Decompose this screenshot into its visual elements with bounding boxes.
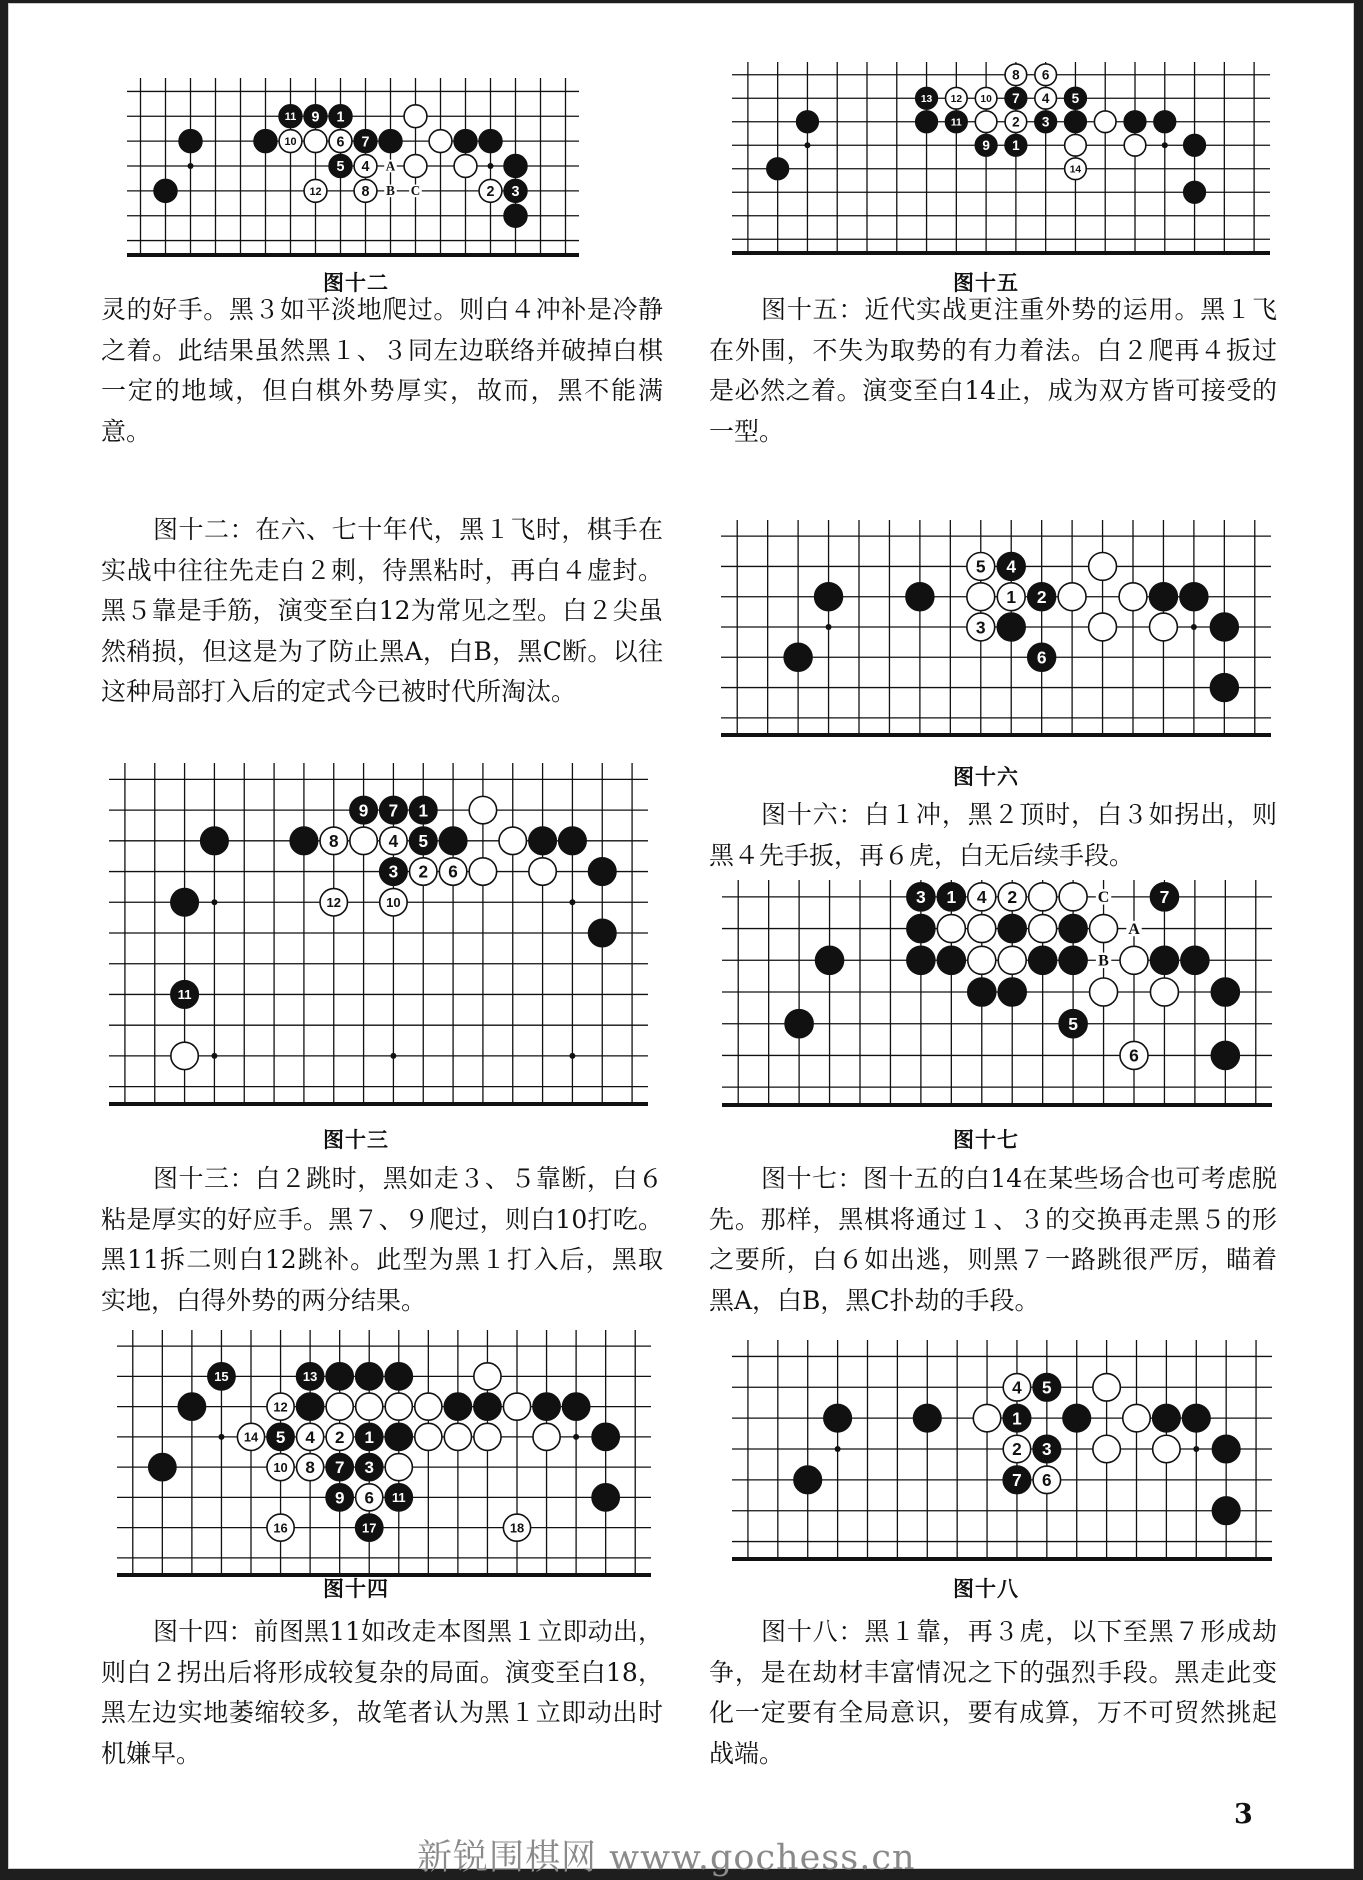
move-number: 3 [975, 617, 986, 638]
board-diagram-15 [732, 62, 1270, 256]
board-label: A [385, 158, 396, 174]
move-number: 7 [388, 800, 399, 821]
paragraph: 图十二：在六、七十年代，黑１飞时，棋手在实战中往往先走白２刺，待黑粘时，再白４虚封。黑５靠是手筋，演变至白12为常见之型。白２尖虽然稍损，但这是为了防止黑A，白B，黑C断。以往这种局部打入后的定式今已被时代所淘汰。 [101, 515, 663, 706]
white-stone [1090, 978, 1118, 1006]
white-stone [385, 1454, 412, 1481]
white-stone [1029, 883, 1057, 911]
black-stone [1153, 1404, 1180, 1431]
white-stone [469, 858, 496, 885]
black-stone [385, 1363, 412, 1390]
white-stone [1058, 583, 1086, 611]
move-number: 15 [214, 1369, 229, 1385]
board-diagram-18 [732, 1340, 1272, 1562]
board-label: B [386, 183, 395, 199]
caption-diagram-17: 图十七 [953, 1128, 1019, 1152]
move-number: 4 [305, 1427, 315, 1447]
move-number: 4 [1041, 91, 1050, 107]
paragraph: 图十五：近代实战更注重外势的运用。黑１飞在外围，不失为取势的有力着法。白２爬再４扳过是必然之着。演变至白14止，成为双方皆可接受的一型。 [709, 295, 1277, 446]
move-number: 1 [946, 887, 957, 908]
black-stone [529, 827, 556, 854]
black-stone [998, 978, 1026, 1006]
white-stone [356, 1393, 383, 1420]
white-stone [1123, 1404, 1150, 1431]
move-number: 6 [448, 861, 458, 882]
move-number: 7 [1012, 91, 1020, 107]
star-point [573, 1434, 579, 1440]
move-number: 10 [273, 1459, 288, 1475]
white-stone [1093, 1435, 1120, 1462]
black-stone [290, 827, 317, 854]
white-stone [454, 155, 477, 178]
black-stone [1212, 1435, 1239, 1462]
white-stone [474, 1423, 501, 1450]
black-stone [454, 130, 477, 153]
black-stone [1212, 1497, 1239, 1524]
black-stone [1211, 1041, 1239, 1069]
move-number: 7 [334, 1458, 345, 1478]
black-stone [179, 130, 202, 153]
paragraph: 图十四：前图黑11如改走本图黑１立即动出，则白２拐出后将形成较复杂的局面。演变至白18，黑左边实地萎缩较多，故笔者认为黑１立即动出时机嫌早。 [101, 1617, 663, 1768]
black-stone [444, 1393, 471, 1420]
white-stone [499, 827, 526, 854]
white-stone [385, 1393, 412, 1420]
move-number: 3 [388, 861, 399, 882]
black-stone [824, 1404, 851, 1431]
move-number: 6 [1042, 1470, 1052, 1491]
move-number: 4 [388, 830, 399, 851]
white-stone [326, 1393, 353, 1420]
move-number: 4 [361, 159, 370, 176]
move-number: 3 [511, 184, 520, 201]
black-stone [916, 111, 938, 133]
move-number: 5 [975, 556, 986, 577]
black-stone [1183, 1404, 1210, 1431]
move-number: 8 [1012, 67, 1020, 83]
move-number: 13 [302, 1369, 318, 1385]
black-stone [533, 1393, 560, 1420]
move-number: 3 [916, 887, 926, 908]
book-page [8, 3, 1354, 1878]
black-stone [815, 583, 843, 611]
star-point [1191, 624, 1197, 630]
move-number: 2 [334, 1427, 345, 1447]
white-stone [444, 1423, 471, 1450]
move-number: 4 [1012, 1377, 1022, 1398]
move-number: 8 [361, 184, 370, 201]
black-stone [797, 111, 819, 133]
white-stone [503, 1393, 530, 1420]
move-number: 1 [418, 800, 429, 821]
black-stone [907, 946, 935, 974]
white-stone [350, 827, 377, 854]
move-number: 11 [950, 117, 962, 129]
star-point [826, 624, 832, 630]
black-stone [563, 1393, 590, 1420]
move-number: 14 [243, 1429, 259, 1445]
white-stone [529, 858, 556, 885]
black-stone [1059, 946, 1087, 974]
caption-diagram-16: 图十六 [953, 765, 1019, 789]
move-number: 1 [1006, 586, 1017, 607]
caption-diagram-15: 图十五 [953, 271, 1019, 295]
white-stone [998, 946, 1026, 974]
star-point [188, 163, 194, 169]
black-stone [1211, 978, 1239, 1006]
black-stone [1150, 583, 1178, 611]
move-number: 1 [1012, 1408, 1022, 1429]
black-stone [1184, 181, 1206, 203]
white-stone [404, 105, 427, 128]
black-stone [937, 946, 965, 974]
move-number: 3 [1041, 114, 1050, 130]
white-stone [1150, 613, 1178, 641]
black-stone [592, 1484, 619, 1511]
move-number: 12 [950, 93, 963, 105]
move-number: 2 [1036, 586, 1047, 607]
board-diagram-13 [109, 763, 648, 1107]
move-number: 1 [1012, 138, 1020, 154]
black-stone [1065, 111, 1087, 133]
white-stone [1119, 583, 1147, 611]
move-number: 2 [1012, 1439, 1022, 1460]
black-stone [474, 1393, 501, 1420]
white-stone [171, 1042, 198, 1069]
white-stone [415, 1423, 442, 1450]
move-number: 4 [976, 887, 987, 908]
watermark: 新锐围棋网 www.gochess.cn [417, 1838, 916, 1878]
move-number: 1 [336, 109, 345, 126]
move-number: 17 [362, 1520, 377, 1536]
move-number: 9 [358, 800, 369, 821]
white-stone [1120, 946, 1148, 974]
black-stone [1124, 111, 1146, 133]
move-number: 9 [311, 109, 320, 126]
move-number: 10 [980, 93, 992, 105]
move-number: 5 [275, 1427, 286, 1447]
board-label: B [1098, 952, 1109, 970]
paragraph: 图十三：白２跳时，黑如走３、５靠断，白６粘是厚实的好应手。黑７、９爬过，则白10打吃。黑11拆二则白12跳补。此型为黑１打入后，黑取实地，白得外势的两分结果。 [101, 1164, 663, 1315]
move-number: 12 [309, 185, 322, 198]
page-number: 3 [1234, 1799, 1253, 1830]
move-number: 6 [1041, 67, 1050, 83]
white-stone [1089, 613, 1117, 641]
star-point [835, 1446, 841, 1452]
move-number: 3 [364, 1458, 374, 1478]
white-stone [1089, 552, 1117, 580]
black-stone [254, 130, 277, 153]
paragraph: 图十八：黑１靠，再３虎，以下至黑７形成劫争，是在劫材丰富情况之下的强烈手段。黑走此变化一定要有全局意识，要有成算，万不可贸然挑起战端。 [709, 1617, 1277, 1768]
black-stone [1063, 1404, 1090, 1431]
move-number: 6 [336, 134, 345, 151]
black-stone [1059, 915, 1087, 943]
white-stone [1029, 915, 1057, 943]
white-stone [1094, 111, 1116, 133]
black-stone [171, 889, 198, 916]
black-stone [906, 583, 934, 611]
white-stone [1065, 134, 1087, 156]
move-number: 14 [1069, 164, 1082, 176]
black-stone [479, 130, 502, 153]
black-stone [297, 1393, 324, 1420]
black-stone [504, 155, 527, 178]
move-number: 3 [1042, 1439, 1052, 1460]
white-stone [967, 583, 995, 611]
caption-diagram-14: 图十四 [323, 1577, 389, 1601]
move-number: 11 [284, 111, 297, 124]
paragraph: 灵的好手。黑３如平淡地爬过。则白４冲补是冷静之着。此结果虽然黑１、３同左边联络并破掉白棋一定的地域，但白棋外势厚实，故而，黑不能满意。 [101, 295, 663, 446]
white-stone [1090, 915, 1118, 943]
move-number: 9 [334, 1488, 345, 1508]
white-stone [304, 130, 327, 153]
caption-diagram-12: 图十二 [323, 271, 389, 295]
white-stone [1124, 134, 1146, 156]
black-stone [592, 1423, 619, 1450]
move-number: 10 [284, 136, 297, 149]
board-label: C [410, 183, 421, 199]
black-stone [998, 915, 1026, 943]
white-stone [937, 915, 965, 943]
black-stone [589, 858, 616, 885]
move-number: 6 [364, 1488, 374, 1508]
move-number: 8 [328, 830, 339, 851]
black-stone [914, 1404, 941, 1431]
paragraph: 图十七：图十五的白14在某些场合也可考虑脱先。那样，黑棋将通过１、３的交换再走黑５的形之要所，白６如出逃，则黑７一路跳很严厉，瞄着黑A，白B，黑C扑劫的手段。 [709, 1164, 1277, 1315]
white-stone [1093, 1374, 1120, 1401]
move-number: 7 [1159, 887, 1170, 908]
star-point [569, 1053, 575, 1059]
move-number: 2 [486, 184, 495, 201]
paragraph: 图十六：白１冲，黑２顶时，白３如拐出，则黑４先手扳，再６虎，白无后续手段。 [709, 800, 1277, 870]
white-stone [1150, 978, 1178, 1006]
move-number: 1 [364, 1427, 374, 1447]
black-stone [326, 1363, 353, 1390]
star-point [390, 1053, 396, 1059]
white-stone [968, 946, 996, 974]
black-stone [589, 919, 616, 946]
move-number: 2 [1007, 887, 1018, 908]
black-stone [385, 1423, 412, 1450]
move-number: 5 [1071, 91, 1080, 107]
black-stone [379, 130, 402, 153]
move-number: 13 [920, 93, 933, 105]
star-point [569, 899, 575, 905]
star-point [218, 1434, 224, 1440]
board-label: C [1097, 889, 1110, 907]
white-stone [415, 1393, 442, 1420]
move-number: 16 [273, 1520, 288, 1536]
black-stone [201, 827, 228, 854]
black-stone [504, 204, 527, 227]
move-number: 7 [361, 134, 370, 151]
black-stone [1181, 946, 1209, 974]
board-diagram-17 [722, 880, 1272, 1108]
move-number: 5 [1042, 1377, 1052, 1398]
white-stone [474, 1363, 501, 1390]
black-stone [794, 1466, 821, 1493]
black-stone [816, 946, 844, 974]
black-stone [1210, 613, 1238, 641]
move-number: 6 [1129, 1045, 1139, 1066]
move-number: 12 [326, 894, 341, 910]
move-number: 2 [1012, 114, 1020, 130]
move-number: 11 [177, 987, 192, 1003]
star-point [1193, 1446, 1199, 1452]
black-stone [907, 915, 935, 943]
move-number: 2 [418, 861, 429, 882]
black-stone [559, 827, 586, 854]
black-stone [149, 1454, 176, 1481]
white-stone [533, 1423, 560, 1450]
move-number: 8 [305, 1458, 315, 1478]
black-stone [997, 613, 1025, 641]
move-number: 11 [391, 1490, 406, 1506]
board-diagram-14 [117, 1330, 651, 1578]
star-point [488, 163, 494, 169]
caption-diagram-18: 图十八 [953, 1577, 1019, 1601]
black-stone [154, 179, 177, 202]
black-stone [1184, 134, 1206, 156]
move-number: 6 [1036, 647, 1047, 668]
move-number: 5 [1068, 1014, 1078, 1035]
white-stone [1153, 1435, 1180, 1462]
caption-diagram-13: 图十三 [323, 1128, 389, 1152]
move-number: 12 [273, 1399, 288, 1415]
move-number: 4 [1006, 556, 1017, 577]
board-label: A [1128, 920, 1140, 938]
black-stone [356, 1363, 383, 1390]
move-number: 5 [336, 159, 345, 176]
black-stone [1210, 674, 1238, 702]
white-stone [1059, 883, 1087, 911]
black-stone [178, 1393, 205, 1420]
move-number: 9 [982, 138, 990, 154]
white-stone [973, 1404, 1000, 1431]
black-stone [1180, 583, 1208, 611]
board-diagram-12 [127, 78, 579, 258]
white-stone [429, 130, 452, 153]
white-stone [404, 155, 427, 178]
white-stone [968, 915, 996, 943]
board-diagram-16 [721, 520, 1271, 738]
black-stone [785, 1010, 813, 1038]
black-stone [1029, 946, 1057, 974]
move-number: 5 [418, 830, 429, 851]
move-number: 10 [386, 894, 401, 910]
black-stone [767, 158, 789, 180]
black-stone [1150, 946, 1178, 974]
black-stone [439, 827, 466, 854]
star-point [211, 899, 217, 905]
black-stone [1154, 111, 1176, 133]
move-number: 7 [1012, 1470, 1022, 1491]
star-point [1162, 142, 1168, 148]
star-point [804, 142, 810, 148]
black-stone [784, 643, 812, 671]
move-number: 18 [509, 1520, 525, 1536]
star-point [211, 1053, 217, 1059]
black-stone [968, 978, 996, 1006]
white-stone [975, 111, 997, 133]
white-stone [469, 796, 496, 823]
